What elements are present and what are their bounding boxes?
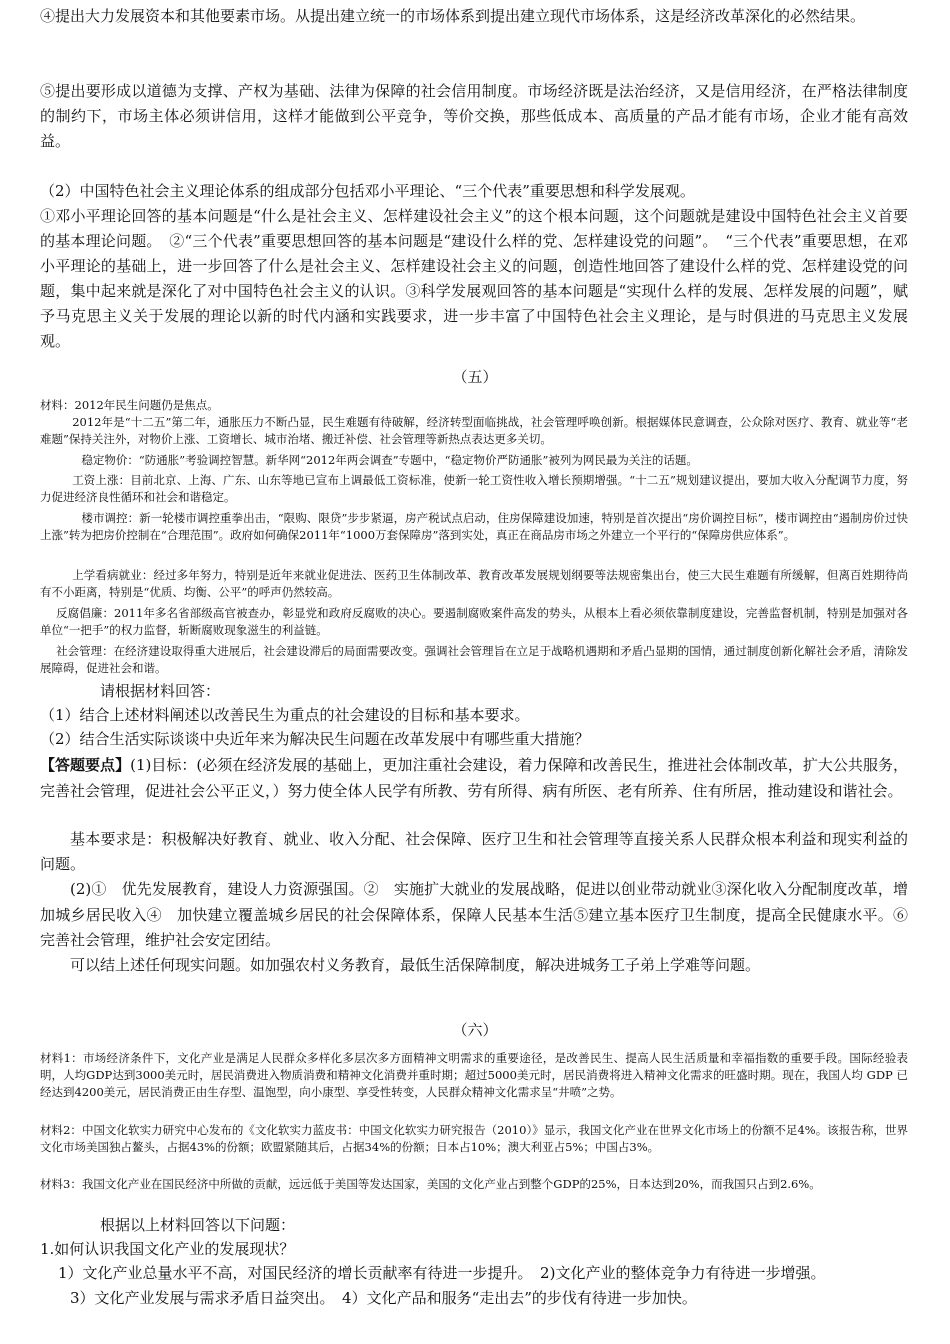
material-paragraph-housing: 楼市调控：新一轮楼市调控重拳出击，“限购、限贷”步步紧逼，房产税试点启动，住房保障建设加速，特别是首次提出“房价调控目标”，楼市调控由“遏制房价过快上涨”转为把房价控制在“合理范围”。政府如何确保2011年“1000万套保障房”落到实处，真正在商品房市场之外建立一个平行的“保障房供应体系”。 xyxy=(40,511,908,542)
questions-prompt: 根据以上材料回答以下问题： xyxy=(100,1216,296,1234)
material-3: 材料3：我国文化产业在国民经济中所做的贡献，远远低于美国等发达国家，美国的文化产业占到整个GDP的25%，日本达到20%，而我国只占到2.6%。 xyxy=(40,1177,821,1191)
material-2: 材料2：中国文化软实力研究中心发布的《文化软实力蓝皮书：中国文化软实力研究报告（2010）》显示，我国文化产业在世界文化市场上的份额不足4%。该报告称，世界文化市场美国独占鳌头，占据43%的份额；欧盟紧随其后，占据34%的份额；日本占10%；澳大利亚占5%；中国占3%。 xyxy=(40,1123,908,1154)
paragraph-theory-system: ①邓小平理论回答的基本问题是“什么是社会主义、怎样建设社会主义”的这个根本问题，这个问题就是建设中国特色社会主义首要的基本理论问题。 ②“三个代表”重要思想回答的基本问题是“建设什么样的党、怎样建设党的问题”。 “三个代表”重要思想，在邓小平理论的基础上，进一步回答了什么是社会主义、怎样建设社会主义的问题，创造性地回答了建设什么样的党、怎样建设党的问题，集中起来就是深化了对中国特色社会主义的认识。③科学发展观回答的基本问题是“实现什么样的发展、怎样发展的问题”，赋予马克思主义关于发展的理论以新的时代内涵和实践要求，进一步丰富了中国特色社会主义理论，是与时俱进的马克思主义发展观。 xyxy=(40,207,908,350)
answer-label: 【答题要点】 xyxy=(40,756,131,774)
question-2: （2）结合生活实际谈谈中央近年来为解决民生问题在改革发展中有哪些重大措施？ xyxy=(40,730,590,748)
material-paragraph-overview: 2012年是“十二五”第二年，通胀压力不断凸显，民生难题有待破解，经济转型面临挑战，社会管理呼唤创新。根据媒体民意调查，公众除对医疗、教育、就业等“老难题”保持关注外，对物价上涨、工资增长、城市治堵、搬迁补偿、社会管理等新热点表达更多关切。 xyxy=(40,415,908,446)
answer-1-text: (1)目标：(必须在经济发展的基础上，更加注重社会建设，着力保障和改善民生，推进社会体制改革，扩大公共服务，完善社会管理，促进社会公平正义，）努力使全体人民学有所教、劳有所得、病有所医、老有所养、住有所居，推动建设和谐社会。 xyxy=(40,756,908,800)
answer-prompt: 请根据材料回答： xyxy=(100,682,221,700)
material-paragraph-wages: 工资上涨：目前北京、上海、广东、山东等地已宣布上调最低工资标准，使新一轮工资性收入增长预期增强。“十二五”规划建议提出，要加大收入分配调节力度，努力促进经济良性循环和社会和谐稳定。 xyxy=(40,473,908,504)
material-paragraph-prices: 稳定物价：“防通胀”考验调控智慧。新华网“2012年两会调查”专题中，“稳定物价严防通胀”被列为网民最为关注的话题。 xyxy=(81,453,698,467)
question-culture-industry: 1.如何认识我国文化产业的发展现状？ xyxy=(40,1240,295,1258)
material-paragraph-social-management: 社会管理：在经济建设取得重大进展后，社会建设滞后的局面需要改变。强调社会管理旨在立足于战略机遇期和矛盾凸显期的国情，通过制度创新化解社会矛盾，清除发展障碍，促进社会和谐。 xyxy=(40,644,908,675)
paragraph-point-5: ⑤提出要形成以道德为支撑、产权为基础、法律为保障的社会信用制度。市场经济既是法治经济，又是信用经济，在严格法律制度的制约下，市场主体必须讲信用，这样才能做到公平竞争，等价交换，那些低成本、高质量的产品才能有市场，企业才能有高效益。 xyxy=(40,82,908,150)
answer-points-1-2: 1）文化产业总量水平不高，对国民经济的增长贡献率有待进一步提升。 2)文化产业的整体竞争力有待进一步增强。 xyxy=(58,1264,826,1282)
material-title: 材料：2012年民生问题仍是焦点。 xyxy=(40,398,219,412)
paragraph-point-4: ④提出大力发展资本和其他要素市场。从提出建立统一的市场体系到提出建立现代市场体系，这是经济改革深化的必然结果。 xyxy=(40,7,866,25)
material-paragraph-education-health: 上学看病就业：经过多年努力，特别是近年来就业促进法、医药卫生体制改革、教育改革发展规划纲要等法规密集出台，使三大民生难题有所缓解，但离百姓期待尚有不小距离，特别是“优质、均衡、公平”的呼声仍然较高。 xyxy=(40,568,908,599)
question-2-theory: （2）中国特色社会主义理论体系的组成部分包括邓小平理论、“三个代表”重要思想和科学发展观。 xyxy=(40,182,695,200)
answer-2: (2)① 优先发展教育，建设人力资源强国。② 实施扩大就业的发展战略，促进以创业带动就业③深化收入分配制度改革，增加城乡居民收入④ 加快建立覆盖城乡居民的社会保障体系，保障人民基本生活⑤建立基本医疗卫生制度，提高全民健康水平。⑥ 完善社会管理，维护社会安定团结。 xyxy=(40,880,924,949)
material-paragraph-anticorruption: 反腐倡廉：2011年多名省部级高官被查办，彰显党和政府反腐败的决心。要遏制腐败案件高发的势头，从根本上看必须依靠制度建设，完善监督机制，特别是加强对各单位“一把手”的权力监督，斩断腐败现象滋生的利益链。 xyxy=(40,606,908,637)
section-heading-5: （五） xyxy=(452,368,498,386)
answer-1 xyxy=(40,753,908,804)
answer-basic-requirements: 基本要求是：积极解决好教育、就业、收入分配、社会保障、医疗卫生和社会管理等直接关系人民群众根本利益和现实利益的问题。 xyxy=(40,830,908,873)
material-1: 材料1：市场经济条件下，文化产业是满足人民群众多样化多层次多方面精神文明需求的重要途径，是改善民生、提高人民生活质量和幸福指数的重要手段。国际经验表明，人均GDP达到3000美元时，居民消费进入物质消费和精神文化消费并重时期；超过5000美元时，居民消费将进入精神文化需求的旺盛时期。现在，我国人均 GDP 已经达到4200美元，居民消费正由生存型、温饱型，向小康型、享受性转变，人民群众精神文化需求呈“井喷”之势。 xyxy=(40,1051,908,1099)
answer-extra: 可以结上述任何现实问题。如加强农村义务教育，最低生活保障制度，解决进城务工子弟上学难等问题。 xyxy=(70,956,761,974)
section-heading-6: （六） xyxy=(452,1021,498,1039)
question-1: （1）结合上述材料阐述以改善民生为重点的社会建设的目标和基本要求。 xyxy=(40,706,530,724)
answer-points-3-4: 3）文化产业发展与需求矛盾日益突出。 4）文化产品和服务“走出去”的步伐有待进一步加快。 xyxy=(70,1289,697,1307)
